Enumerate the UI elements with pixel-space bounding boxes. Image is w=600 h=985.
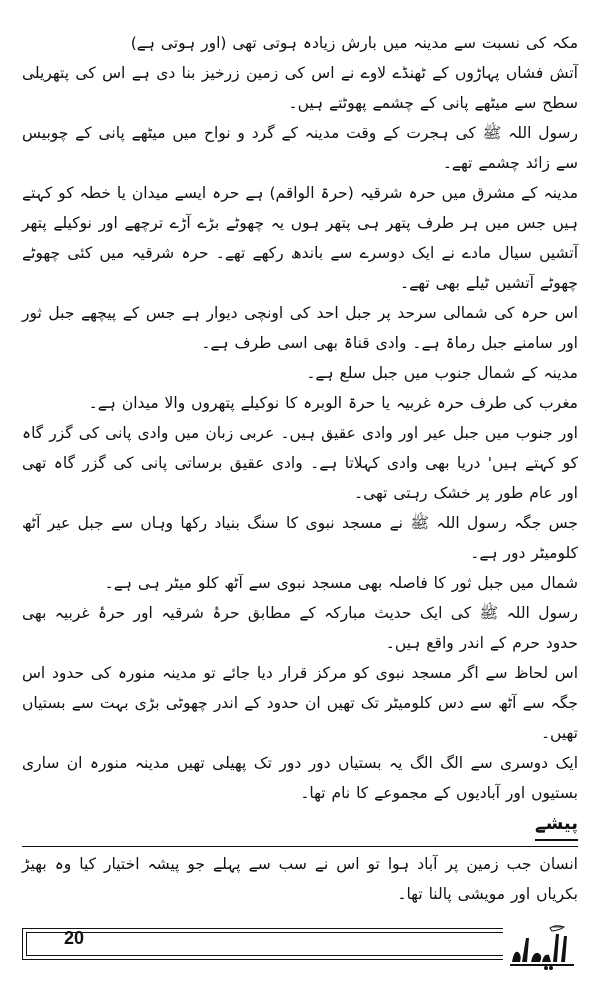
- al-ameen-logo-icon: [506, 922, 578, 972]
- section-text: [22, 849, 578, 909]
- paragraph: اس حرہ کی شمالی سرحد پر جبل احد کی اونچی دیوار ہے جس کے پیچھے جبل ثور اور سامنے جبل رماۃ ہے۔ وادی قناۃ بھی اسی طرف ہے۔: [22, 304, 578, 352]
- paragraph: رسول اللہ ﷺ کی ایک حدیث مبارکہ کے مطابق حرۂ شرقیہ اور حرۂ غربیہ بھی حدود حرم کے اندر واقع ہیں۔: [22, 604, 578, 652]
- paragraph: ایک دوسری سے الگ الگ یہ بستیاں دور دور تک پھیلی تھیں مدینہ منورہ ان ساری بستیوں اور آبادیوں کے مجموعے کا نام تھا۔: [22, 754, 578, 802]
- paragraph: انسان جب زمین پر آباد ہوا تو اس نے سب سے پہلے جو پیشہ اختیار کیا وہ بھیڑ بکریاں اور مویشی پالنا تھا۔: [22, 855, 578, 903]
- paragraph: شمال میں جبل ثور کا فاصلہ بھی مسجد نبوی سے آٹھ کلو میٹر ہی ہے۔: [104, 574, 578, 592]
- section-heading-wrap: [535, 812, 578, 841]
- paragraph: مدینہ کے مشرق میں حرہ شرقیہ (حرۃ الواقم) ہے حرہ ایسے میدان یا خطہ کو کہتے ہیں جس میں ہر طرف پتھر ہی پتھر ہوں یہ چھوٹے بڑے آڑے ترچھے اور نوکیلے پتھر آتشیں سیال مادے نے ایک دوسرے سے باندھ رکھے تھے۔ حرہ شرقیہ میں کئی چھوٹے چھوٹے آتشیں ٹیلے بھی تھے۔: [22, 184, 578, 292]
- section-divider: [22, 846, 578, 847]
- main-text: [22, 28, 578, 808]
- paragraph: جس جگہ رسول اللہ ﷺ نے مسجد نبوی کا سنگ بنیاد رکھا وہاں سے جبل عیر آٹھ کلومیٹر دور ہے۔: [22, 514, 578, 562]
- paragraph: اس لحاظ سے اگر مسجد نبوی کو مرکز قرار دیا جائے تو مدینہ منورہ کی حدود اس جگہ سے آٹھ سے دس کلومیٹر تک تھیں ان حدود کے اندر چھوٹی بڑی بہت سے بستیاں تھیں۔: [22, 664, 578, 742]
- paragraph: اور جنوب میں جبل عیر اور وادی عقیق ہیں۔ عربی زبان میں وادی پانی کی گزر گاہ کو کہتے ہیں' دریا بھی وادی کہلاتا ہے۔ وادی عقیق برساتی پانی کی گزر گاہ تھی اور عام طور پر خشک رہتی تھی۔: [22, 424, 578, 502]
- paragraph: مکہ کی نسبت سے مدینہ میں بارش زیادہ ہوتی تھی (اور ہوتی ہے): [130, 34, 578, 52]
- section-heading: پیشے: [535, 812, 578, 841]
- page-footer: [22, 922, 578, 972]
- footer-frame: [22, 928, 503, 960]
- page-number: 20: [64, 928, 85, 948]
- paragraph: مدینہ کے شمال جنوب میں جبل سلع ہے۔: [306, 364, 578, 382]
- paragraph: رسول اللہ ﷺ کی ہجرت کے وقت مدینہ کے گرد و نواح میں میٹھے پانی کے چوبیس سے زائد چشمے تھے۔: [22, 124, 578, 172]
- paragraph: مغرب کی طرف حرہ غربیہ یا حرۃ الوبرہ کا نوکیلے پتھروں والا میدان ہے۔: [88, 394, 578, 412]
- paragraph: آتش فشاں پہاڑوں کے ٹھنڈے لاوے نے اس کی زمین زرخیز بنا دی ہے اس کی پتھریلی سطح سے میٹھے پانی کے چشمے پھوٹتے ہیں۔: [22, 64, 578, 112]
